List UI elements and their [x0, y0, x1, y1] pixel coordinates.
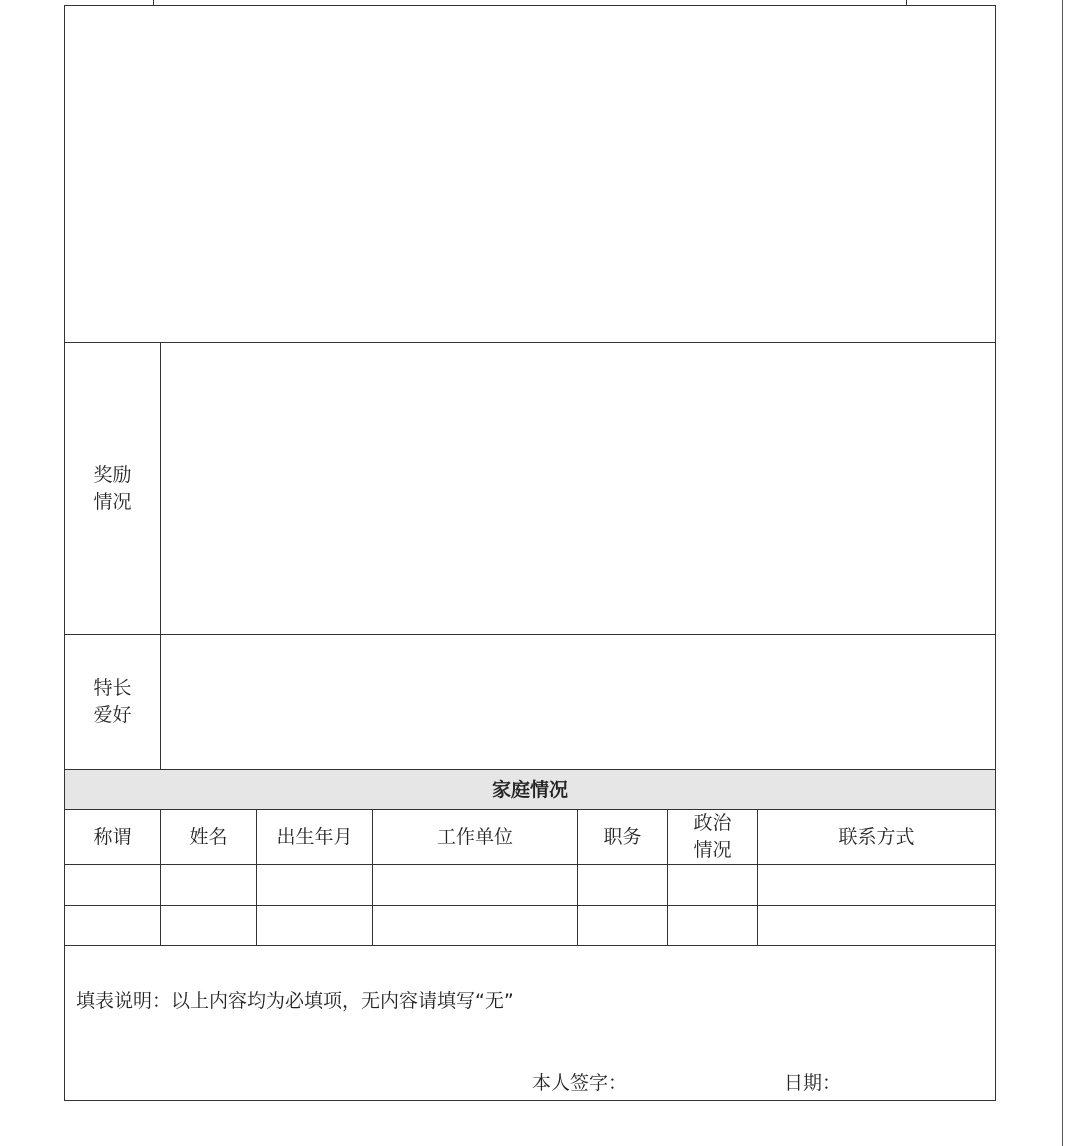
column-political-line1: 政治 [693, 812, 732, 834]
notes-cell [65, 946, 996, 1101]
family-relation-cell[interactable] [65, 865, 161, 906]
column-birth: 出生年月 [257, 810, 373, 865]
awards-row [65, 343, 996, 635]
family-member-row [65, 906, 996, 946]
column-employer: 工作单位 [373, 810, 578, 865]
awards-field[interactable] [161, 343, 996, 635]
signature-label: 本人签字： [532, 1072, 628, 1094]
specialty-label-line2: 爱好 [93, 704, 132, 726]
family-section-title: 家庭情况 [65, 770, 996, 810]
family-birth-cell[interactable] [257, 865, 373, 906]
family-position-cell[interactable] [578, 906, 668, 946]
page-edge-line [1062, 0, 1063, 1146]
column-name: 姓名 [161, 810, 257, 865]
family-employer-cell[interactable] [373, 865, 578, 906]
family-relation-cell[interactable] [65, 906, 161, 946]
registration-form-table [64, 5, 996, 1101]
family-employer-cell[interactable] [373, 906, 578, 946]
awards-label-line1: 奖励 [93, 463, 132, 486]
specialty-field[interactable] [161, 635, 996, 770]
family-contact-cell[interactable] [758, 906, 996, 946]
family-name-cell[interactable] [161, 865, 257, 906]
awards-label-line2: 情况 [93, 490, 132, 513]
specialty-row [65, 635, 996, 770]
blank-section-cell[interactable] [65, 6, 996, 343]
family-contact-cell[interactable] [758, 865, 996, 906]
family-column-header-row [65, 810, 996, 865]
awards-label [65, 343, 161, 635]
specialty-label-line1: 特长 [93, 677, 132, 699]
family-position-cell[interactable] [578, 865, 668, 906]
specialty-label [65, 635, 161, 770]
column-contact: 联系方式 [758, 810, 996, 865]
family-birth-cell[interactable] [257, 906, 373, 946]
column-political [668, 810, 758, 865]
instructions-text: 填表说明：以上内容均为必填项，无内容请填写“无” [76, 990, 514, 1012]
family-political-cell[interactable] [668, 906, 758, 946]
blank-section-row [65, 6, 996, 343]
family-name-cell[interactable] [161, 906, 257, 946]
column-relation: 称谓 [65, 810, 161, 865]
family-section-header-row [65, 770, 996, 810]
date-label: 日期： [784, 1072, 842, 1094]
family-member-row [65, 865, 996, 906]
column-political-line2: 情况 [693, 839, 732, 861]
family-political-cell[interactable] [668, 865, 758, 906]
notes-row [65, 946, 996, 1101]
column-position: 职务 [578, 810, 668, 865]
